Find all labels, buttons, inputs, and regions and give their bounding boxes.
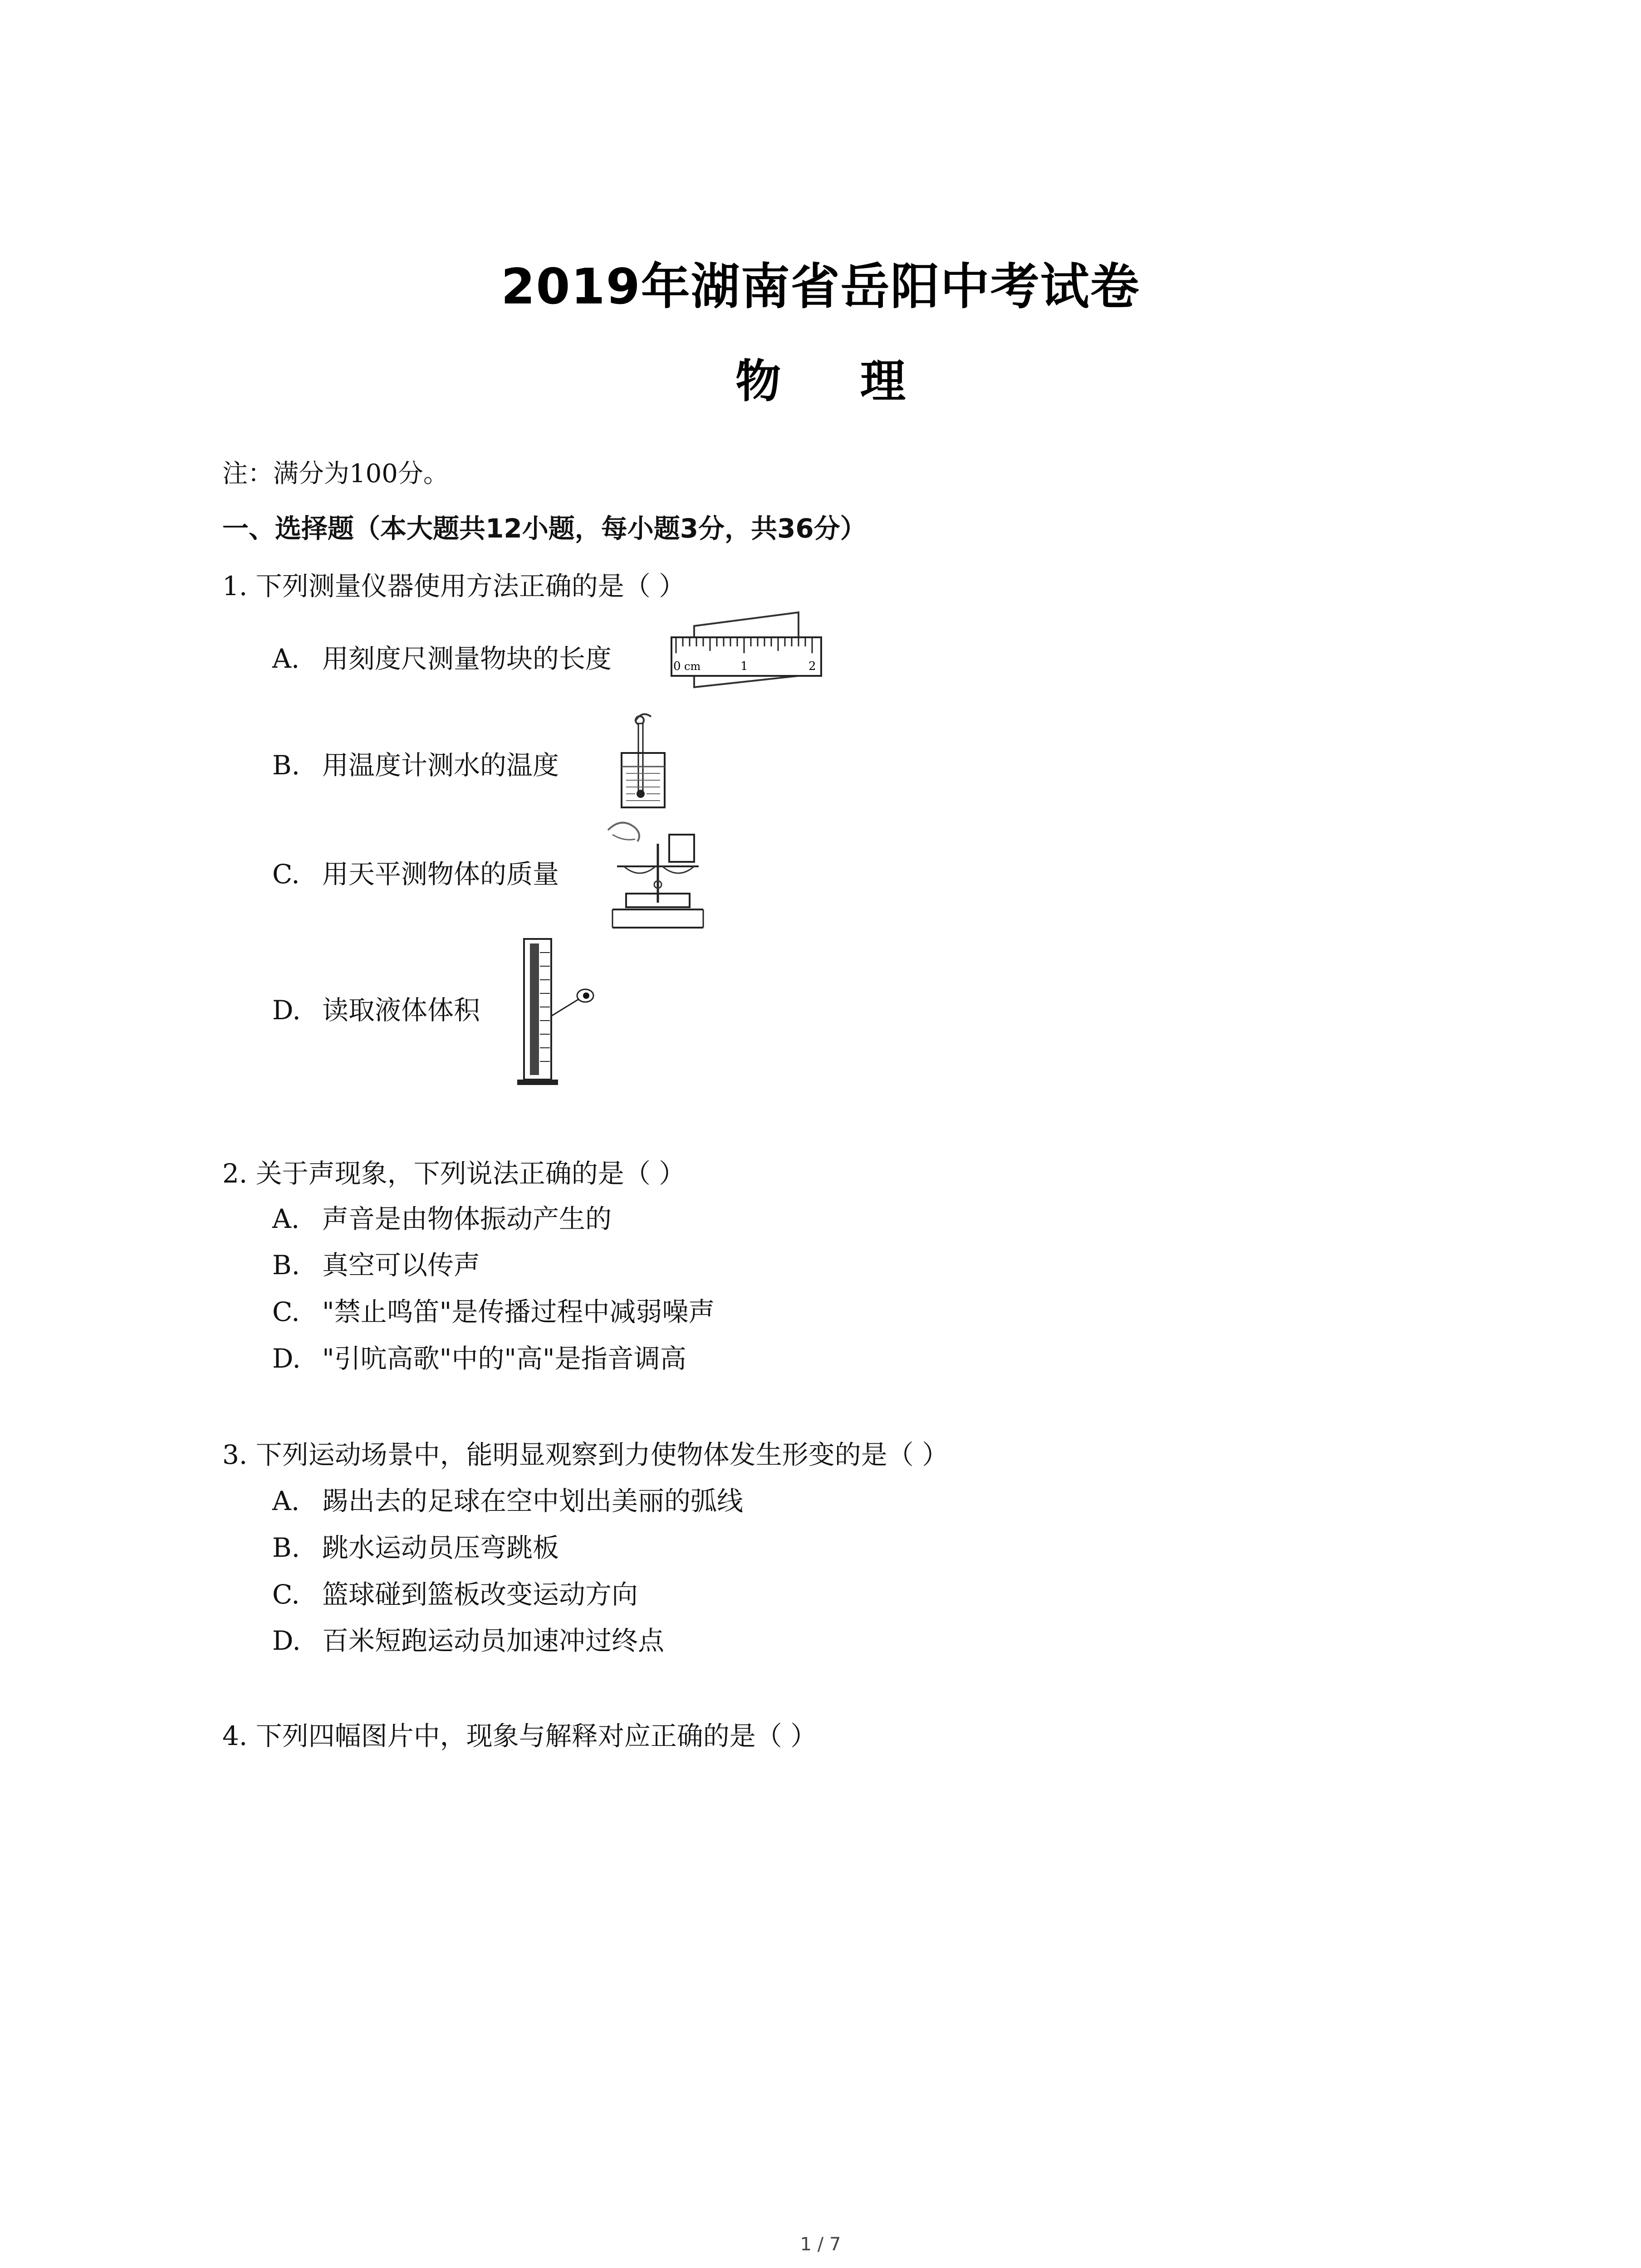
question-number: 4.	[222, 1721, 248, 1751]
graduated-cylinder-figure	[513, 934, 608, 1089]
ruler-unit-label: cm	[684, 660, 701, 673]
thermometer-beaker-figure	[617, 708, 671, 812]
question-stem: 下列测量仪器使用方法正确的是（ ）	[255, 571, 686, 601]
option-3a: A. 踢出去的足球在空中划出美丽的弧线	[272, 1486, 744, 1516]
question-number: 1.	[222, 571, 248, 601]
option-3d: D. 百米短跑运动员加速冲过终点	[272, 1625, 665, 1656]
question-stem: 下列运动场景中，能明显观察到力使物体发生形变的是（ ）	[255, 1439, 949, 1470]
option-1d: D. 读取液体体积	[272, 995, 480, 1026]
ruler-zero-label: 0	[673, 660, 681, 673]
ruler-one-label: 1	[740, 660, 748, 673]
option-2d: D. "引吭高歌"中的"高"是指音调高	[272, 1343, 686, 1374]
option-1b: B. 用温度计测水的温度	[272, 750, 559, 781]
question-number: 3.	[222, 1439, 248, 1470]
ruler-figure	[662, 608, 830, 699]
question-number: 2.	[222, 1158, 248, 1189]
balance-figure	[599, 816, 717, 930]
option-2b: B. 真空可以传声	[272, 1250, 480, 1281]
option-2a: A. 声音是由物体振动产生的	[272, 1203, 612, 1234]
question-3	[222, 1433, 948, 1471]
subject-title: 物 理	[735, 355, 937, 408]
question-stem: 下列四幅图片中，现象与解释对应正确的是（ ）	[255, 1721, 817, 1751]
page-title: 2019年湖南省岳阳中考试卷	[501, 259, 1140, 315]
option-1c: C. 用天平测物体的质量	[272, 859, 559, 890]
question-1	[222, 565, 685, 603]
score-note: 注：满分为100分。	[222, 459, 449, 489]
option-1a: A. 用刻度尺测量物块的长度	[272, 643, 612, 674]
page-number: 1 / 7	[800, 2234, 841, 2255]
question-4	[222, 1715, 817, 1753]
option-2c: C. "禁止鸣笛"是传播过程中减弱噪声	[272, 1296, 715, 1327]
question-stem: 关于声现象，下列说法正确的是（ ）	[255, 1158, 686, 1189]
question-2	[222, 1152, 685, 1190]
option-3c: C. 篮球碰到篮板改变运动方向	[272, 1579, 638, 1610]
section-heading: 一、选择题（本大题共12小题，每小题3分，共36分）	[222, 513, 867, 544]
option-3b: B. 跳水运动员压弯跳板	[272, 1532, 559, 1563]
ruler-two-label: 2	[808, 660, 816, 673]
